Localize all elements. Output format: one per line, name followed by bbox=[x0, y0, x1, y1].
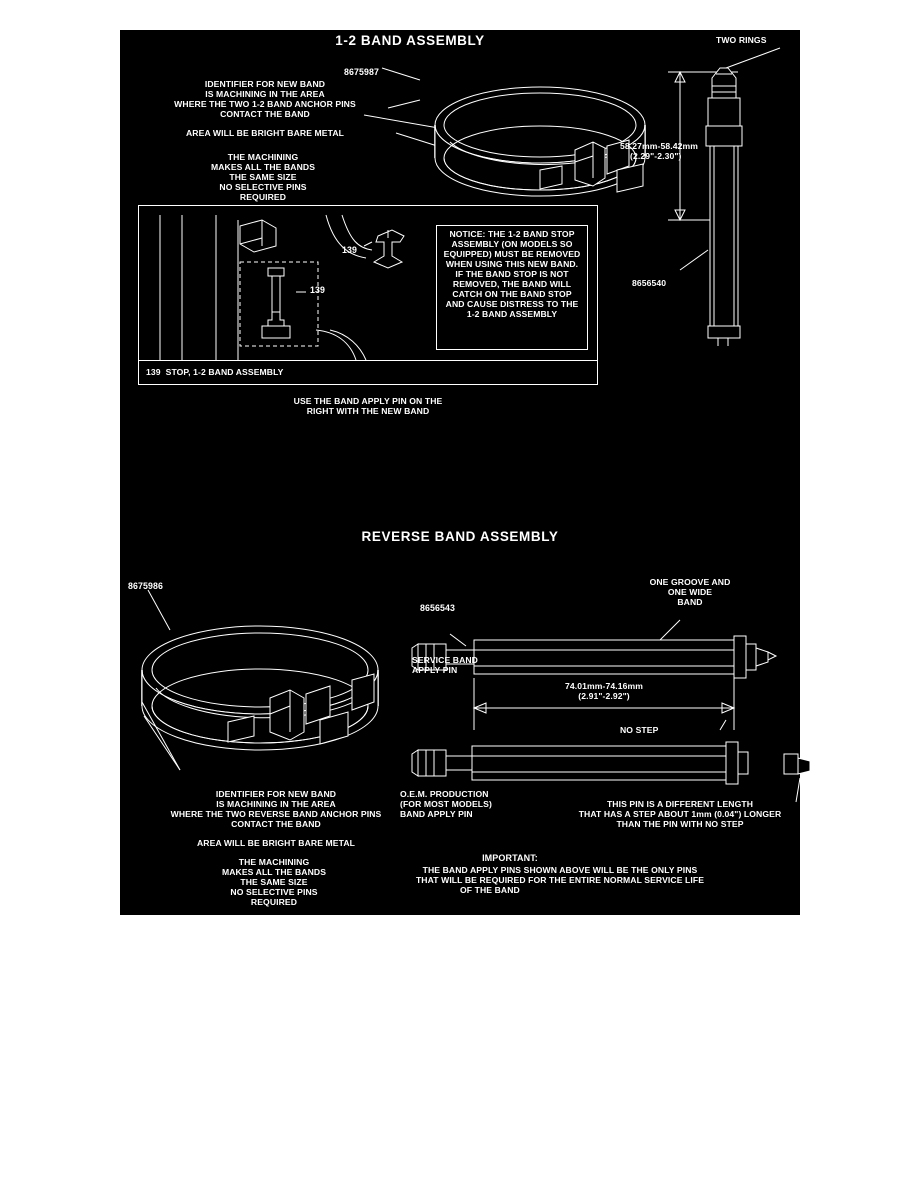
callout-rev-line-1: IDENTIFIER FOR NEW BAND bbox=[215, 789, 337, 799]
service-pin-label-1: SERVICE BAND bbox=[412, 655, 478, 665]
notice-line-2: ASSEMBLY (ON MODELS SO bbox=[451, 239, 573, 249]
oem-pin-label-1: O.E.M. PRODUCTION bbox=[400, 789, 489, 799]
drawing-reverse-band bbox=[120, 30, 800, 915]
inset-item-139-a: 139 bbox=[342, 245, 357, 255]
callout-1-2-machining-4: NO SELECTIVE PINS bbox=[219, 182, 307, 192]
callout-1-2-machining-3: THE SAME SIZE bbox=[229, 172, 297, 182]
part-number-8656543: 8656543 bbox=[420, 603, 455, 613]
callout-rev-bare-metal: AREA WILL BE BRIGHT BARE METAL bbox=[197, 838, 355, 848]
step-note-line-1: THIS PIN IS A DIFFERENT LENGTH bbox=[606, 799, 754, 809]
part-number-8675986: 8675986 bbox=[128, 581, 163, 591]
inset-item-139-b: 139 bbox=[310, 285, 325, 295]
notice-line-6: REMOVED, THE BAND WILL bbox=[452, 279, 572, 289]
callout-rev-line-4: CONTACT THE BAND bbox=[231, 819, 321, 829]
callout-1-2-line-2: IS MACHINING IN THE AREA bbox=[205, 89, 325, 99]
dimension-reverse-pin-in: (2.91"-2.92") bbox=[578, 691, 630, 701]
callout-1-2-machining-5: REQUIRED bbox=[239, 192, 287, 202]
callout-1-2-line-4: CONTACT THE BAND bbox=[220, 109, 310, 119]
callout-rev-machining-1: THE MACHINING bbox=[238, 857, 310, 867]
callout-rev-machining-3: THE SAME SIZE bbox=[240, 877, 308, 887]
step-note-line-3: THAN THE PIN WITH NO STEP bbox=[616, 819, 744, 829]
important-line-3: OF THE BAND bbox=[460, 885, 520, 895]
callout-1-2-machining-2: MAKES ALL THE BANDS bbox=[210, 162, 316, 172]
notice-line-1: NOTICE: THE 1-2 BAND STOP bbox=[449, 229, 575, 239]
callout-1-2-bare-metal: AREA WILL BE BRIGHT BARE METAL bbox=[186, 128, 344, 138]
callout-rev-machining-2: MAKES ALL THE BANDS bbox=[221, 867, 327, 877]
notice-line-4: WHEN USING THIS NEW BAND. bbox=[445, 259, 579, 269]
callout-1-2-line-3: WHERE THE TWO 1-2 BAND ANCHOR PINS bbox=[174, 99, 356, 109]
groove-label-1: ONE GROOVE AND bbox=[649, 577, 731, 587]
notice-line-9: 1-2 BAND ASSEMBLY bbox=[466, 309, 558, 319]
section-title-reverse-band: REVERSE BAND ASSEMBLY bbox=[361, 529, 559, 544]
footnote-1-2-line-2: RIGHT WITH THE NEW BAND bbox=[306, 406, 430, 416]
callout-1-2-line-1: IDENTIFIER FOR NEW BAND bbox=[204, 79, 326, 89]
important-heading: IMPORTANT: bbox=[482, 853, 538, 863]
inset-legend: 139 STOP, 1-2 BAND ASSEMBLY bbox=[146, 367, 284, 377]
callout-rev-machining-5: REQUIRED bbox=[250, 897, 298, 907]
notice-line-3: EQUIPPED) MUST BE REMOVED bbox=[443, 249, 581, 259]
label-two-rings: TWO RINGS bbox=[716, 35, 767, 45]
notice-line-8: AND CAUSE DISTRESS TO THE bbox=[445, 299, 579, 309]
callout-1-2-machining-1: THE MACHINING bbox=[227, 152, 299, 162]
oem-pin-label-2: (FOR MOST MODELS) bbox=[400, 799, 492, 809]
part-number-8675987: 8675987 bbox=[344, 67, 379, 77]
callout-rev-line-3: WHERE THE TWO REVERSE BAND ANCHOR PINS bbox=[170, 809, 382, 819]
groove-label-2: ONE WIDE bbox=[667, 587, 713, 597]
important-line-1: THE BAND APPLY PINS SHOWN ABOVE WILL BE THE ONLY PINS bbox=[422, 865, 698, 875]
oem-pin-label-3: BAND APPLY PIN bbox=[400, 809, 473, 819]
important-line-2: THAT WILL BE REQUIRED FOR THE ENTIRE NORMAL SERVICE LIFE bbox=[415, 875, 705, 885]
step-note-line-2: THAT HAS A STEP ABOUT 1mm (0.04") LONGER bbox=[578, 809, 782, 819]
notice-line-7: CATCH ON THE BAND STOP bbox=[452, 289, 572, 299]
footnote-1-2-line-1: USE THE BAND APPLY PIN ON THE bbox=[293, 396, 443, 406]
service-pin-label-2: APPLY PIN bbox=[412, 665, 458, 675]
section-title-1-2-band: 1-2 BAND ASSEMBLY bbox=[335, 33, 485, 48]
illustration-panel bbox=[120, 30, 800, 915]
callout-rev-machining-4: NO SELECTIVE PINS bbox=[230, 887, 318, 897]
part-number-8656540: 8656540 bbox=[632, 278, 667, 288]
dimension-reverse-pin-mm: 74.01mm-74.16mm bbox=[565, 681, 643, 691]
dimension-1-2-pin-in: (2.29"-2.30") bbox=[630, 151, 682, 161]
groove-label-3: BAND bbox=[677, 597, 703, 607]
callout-rev-line-2: IS MACHINING IN THE AREA bbox=[216, 799, 336, 809]
dimension-1-2-pin-mm: 58.27mm-58.42mm bbox=[620, 141, 698, 151]
no-step-label: NO STEP bbox=[620, 725, 659, 735]
notice-line-5: IF THE BAND STOP IS NOT bbox=[455, 269, 569, 279]
